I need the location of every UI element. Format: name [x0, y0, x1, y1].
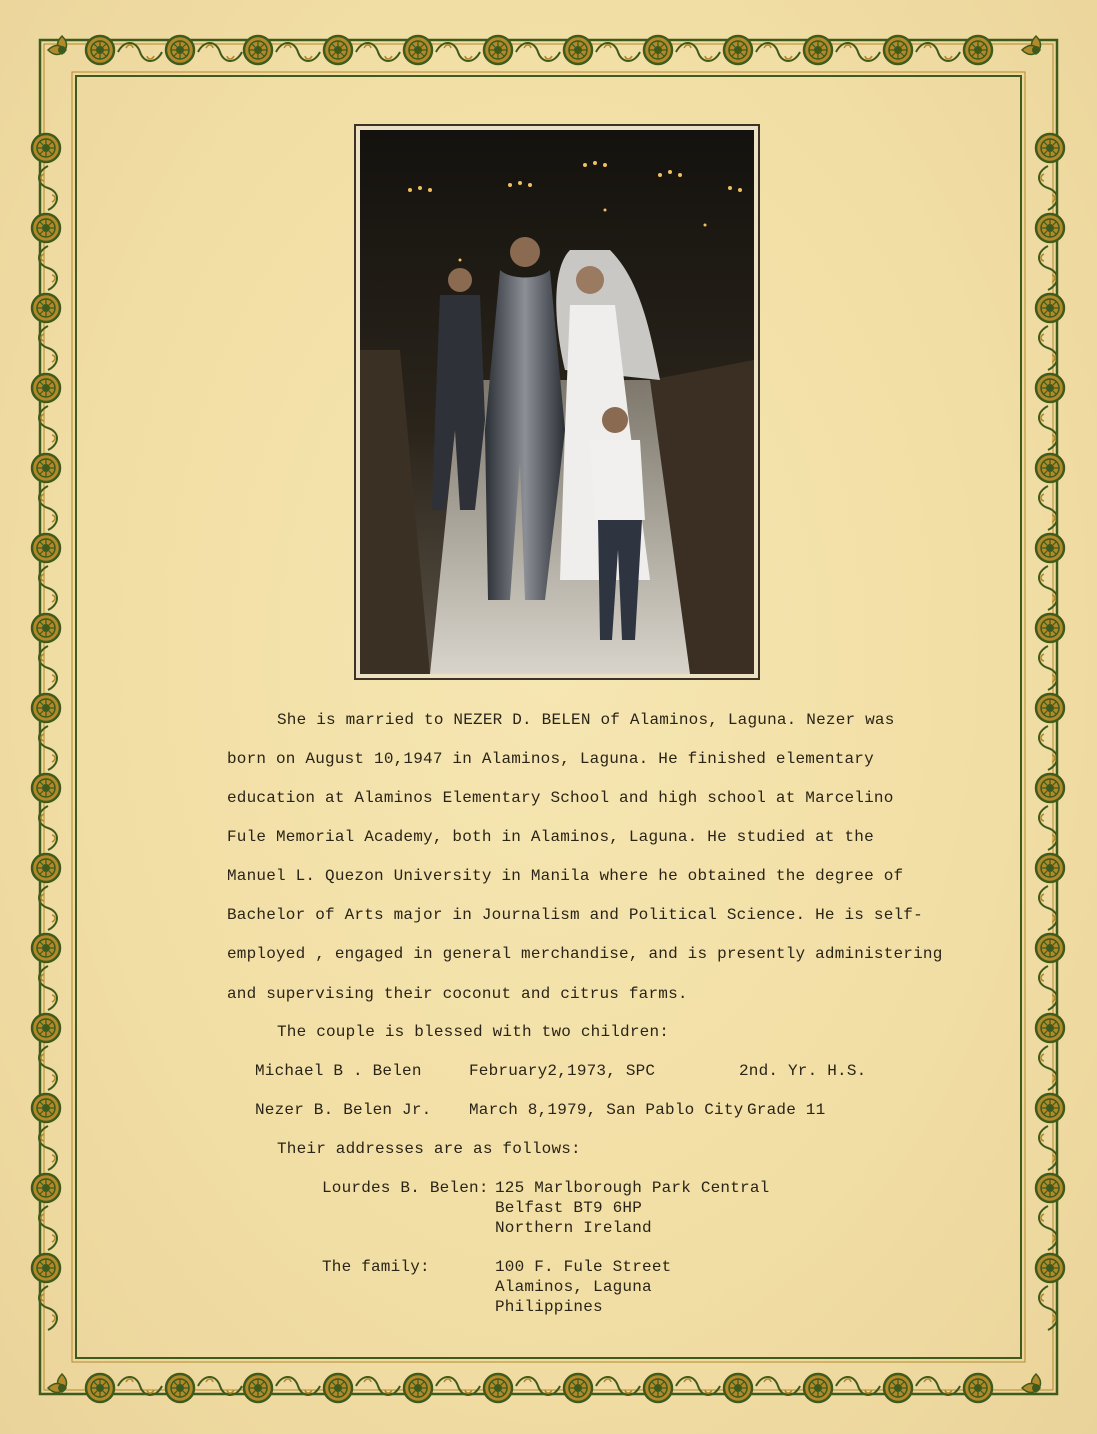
children-intro: The couple is blessed with two children:	[277, 1023, 670, 1041]
paragraph-line: employed , engaged in general merchandise, and is presently administering	[227, 945, 943, 963]
address-line: Northern Ireland	[495, 1219, 652, 1237]
child-birth: February2,1973, SPC	[469, 1062, 656, 1080]
address-line: 100 F. Fule Street	[495, 1258, 672, 1276]
wedding-photo	[354, 124, 760, 680]
child-grade: 2nd. Yr. H.S.	[739, 1062, 867, 1080]
paragraph-line: Bachelor of Arts major in Journalism and Political Science. He is self-	[227, 906, 923, 924]
paragraph-line: Fule Memorial Academy, both in Alaminos, Laguna. He studied at the	[227, 828, 874, 846]
address-line: 125 Marlborough Park Central	[495, 1179, 770, 1197]
paragraph-line: She is married to NEZER D. BELEN of Alaminos, Laguna. Nezer was	[277, 711, 895, 729]
child-grade: Grade 11	[747, 1101, 826, 1119]
address-line: Belfast BT9 6HP	[495, 1199, 643, 1217]
address-label: Lourdes B. Belen:	[322, 1179, 489, 1197]
paragraph-line: education at Alaminos Elementary School and high school at Marcelino	[227, 789, 894, 807]
paragraph-line: born on August 10,1947 in Alaminos, Laguna. He finished elementary	[227, 750, 874, 768]
address-line: Alaminos, Laguna	[495, 1278, 652, 1296]
child-name: Michael B . Belen	[255, 1062, 422, 1080]
child-name: Nezer B. Belen Jr.	[255, 1101, 432, 1119]
addresses-intro: Their addresses are as follows:	[277, 1140, 581, 1158]
wedding-photo-image	[360, 130, 754, 674]
paragraph-line: Manuel L. Quezon University in Manila where he obtained the degree of	[227, 867, 904, 885]
paragraph-line: and supervising their coconut and citrus farms.	[227, 985, 688, 1003]
child-birth: March 8,1979, San Pablo City	[469, 1101, 744, 1119]
address-label: The family:	[322, 1258, 430, 1276]
address-line: Philippines	[495, 1298, 603, 1316]
